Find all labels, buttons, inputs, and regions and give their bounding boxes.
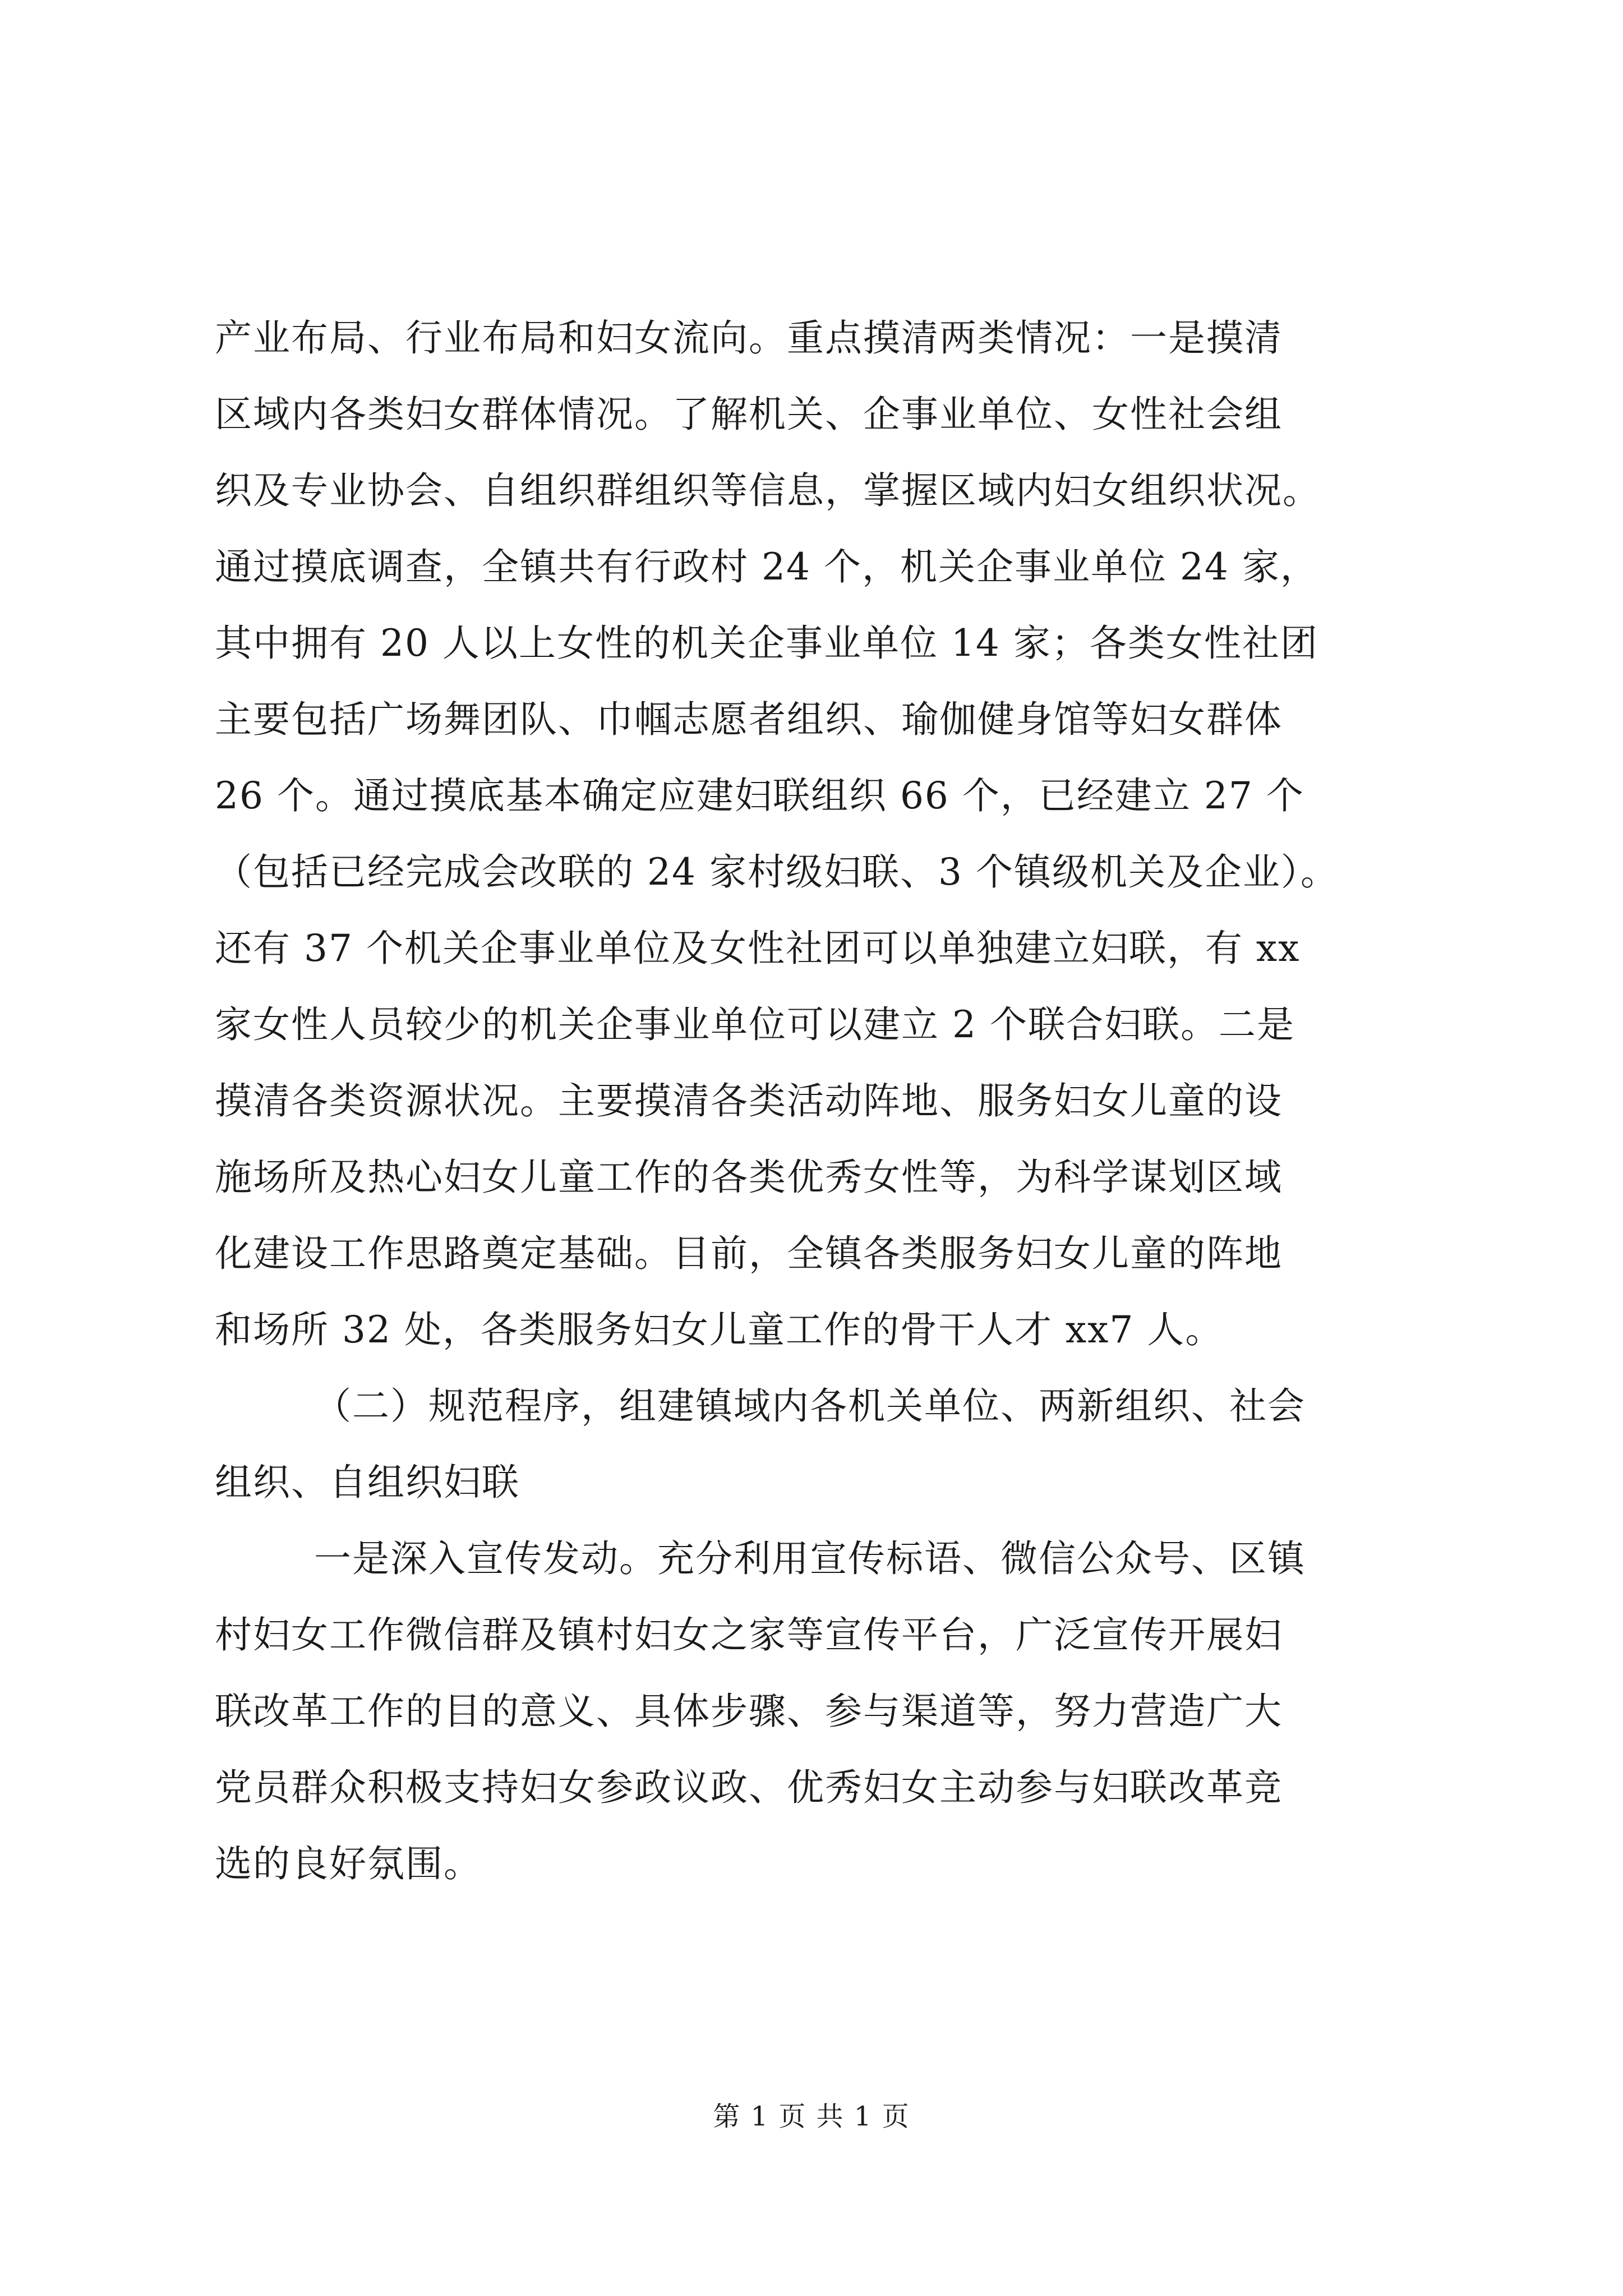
- body-text-line: 还有 37 个机关企事业单位及女性社团可以单独建立妇联，有 xx: [215, 927, 1301, 970]
- body-text-line: 26 个。通过摸底基本确定应建妇联组织 66 个，已经建立 27 个: [215, 774, 1304, 817]
- section-heading-line: 组织、自组织妇联: [215, 1461, 520, 1504]
- body-text-line: 和场所 32 处，各类服务妇女儿童工作的骨干人才 xx7 人。: [215, 1308, 1224, 1351]
- body-text-line: 联改革工作的目的意义、具体步骤、参与渠道等，努力营造广大: [215, 1690, 1283, 1733]
- body-text-line: 产业布局、行业布局和妇女流向。重点摸清两类情况：一是摸清: [215, 316, 1283, 360]
- body-text-line: 主要包括广场舞团队、巾帼志愿者组织、瑜伽健身馆等妇女群体: [215, 698, 1283, 741]
- page-number-footer: 第 1 页 共 1 页: [713, 2101, 910, 2132]
- body-text-line: 通过摸底调查，全镇共有行政村 24 个，机关企事业单位 24 家，: [215, 545, 1318, 588]
- body-text-line: （包括已经完成会改联的 24 家村级妇联、3 个镇级机关及企业）。: [215, 850, 1339, 894]
- section-heading-line: （二）规范程序，组建镇域内各机关单位、两新组织、社会: [314, 1384, 1306, 1428]
- body-text-line: 党员群众积极支持妇女参政议政、优秀妇女主动参与妇联改革竞: [215, 1766, 1283, 1809]
- body-text-line: 施场所及热心妇女儿童工作的各类优秀女性等，为科学谋划区域: [215, 1156, 1283, 1199]
- body-text-line: 其中拥有 20 人以上女性的机关企事业单位 14 家；各类女性社团: [215, 622, 1318, 665]
- body-text-line: 织及专业协会、自组织群组织等信息，掌握区域内妇女组织状况。: [215, 469, 1321, 512]
- body-text-line: 选的良好氛围。: [215, 1842, 482, 1885]
- body-text-line: 摸清各类资源状况。主要摸清各类活动阵地、服务妇女儿童的设: [215, 1079, 1283, 1122]
- body-text-line: 区域内各类妇女群体情况。了解机关、企事业单位、女性社会组: [215, 393, 1283, 436]
- body-text-line: 化建设工作思路奠定基础。目前，全镇各类服务妇女儿童的阵地: [215, 1232, 1283, 1275]
- body-text-line: 一是深入宣传发动。充分利用宣传标语、微信公众号、区镇: [314, 1537, 1306, 1580]
- body-text-line: 村妇女工作微信群及镇村妇女之家等宣传平台，广泛宣传开展妇: [215, 1613, 1283, 1657]
- body-text-line: 家女性人员较少的机关企事业单位可以建立 2 个联合妇联。二是: [215, 1003, 1295, 1046]
